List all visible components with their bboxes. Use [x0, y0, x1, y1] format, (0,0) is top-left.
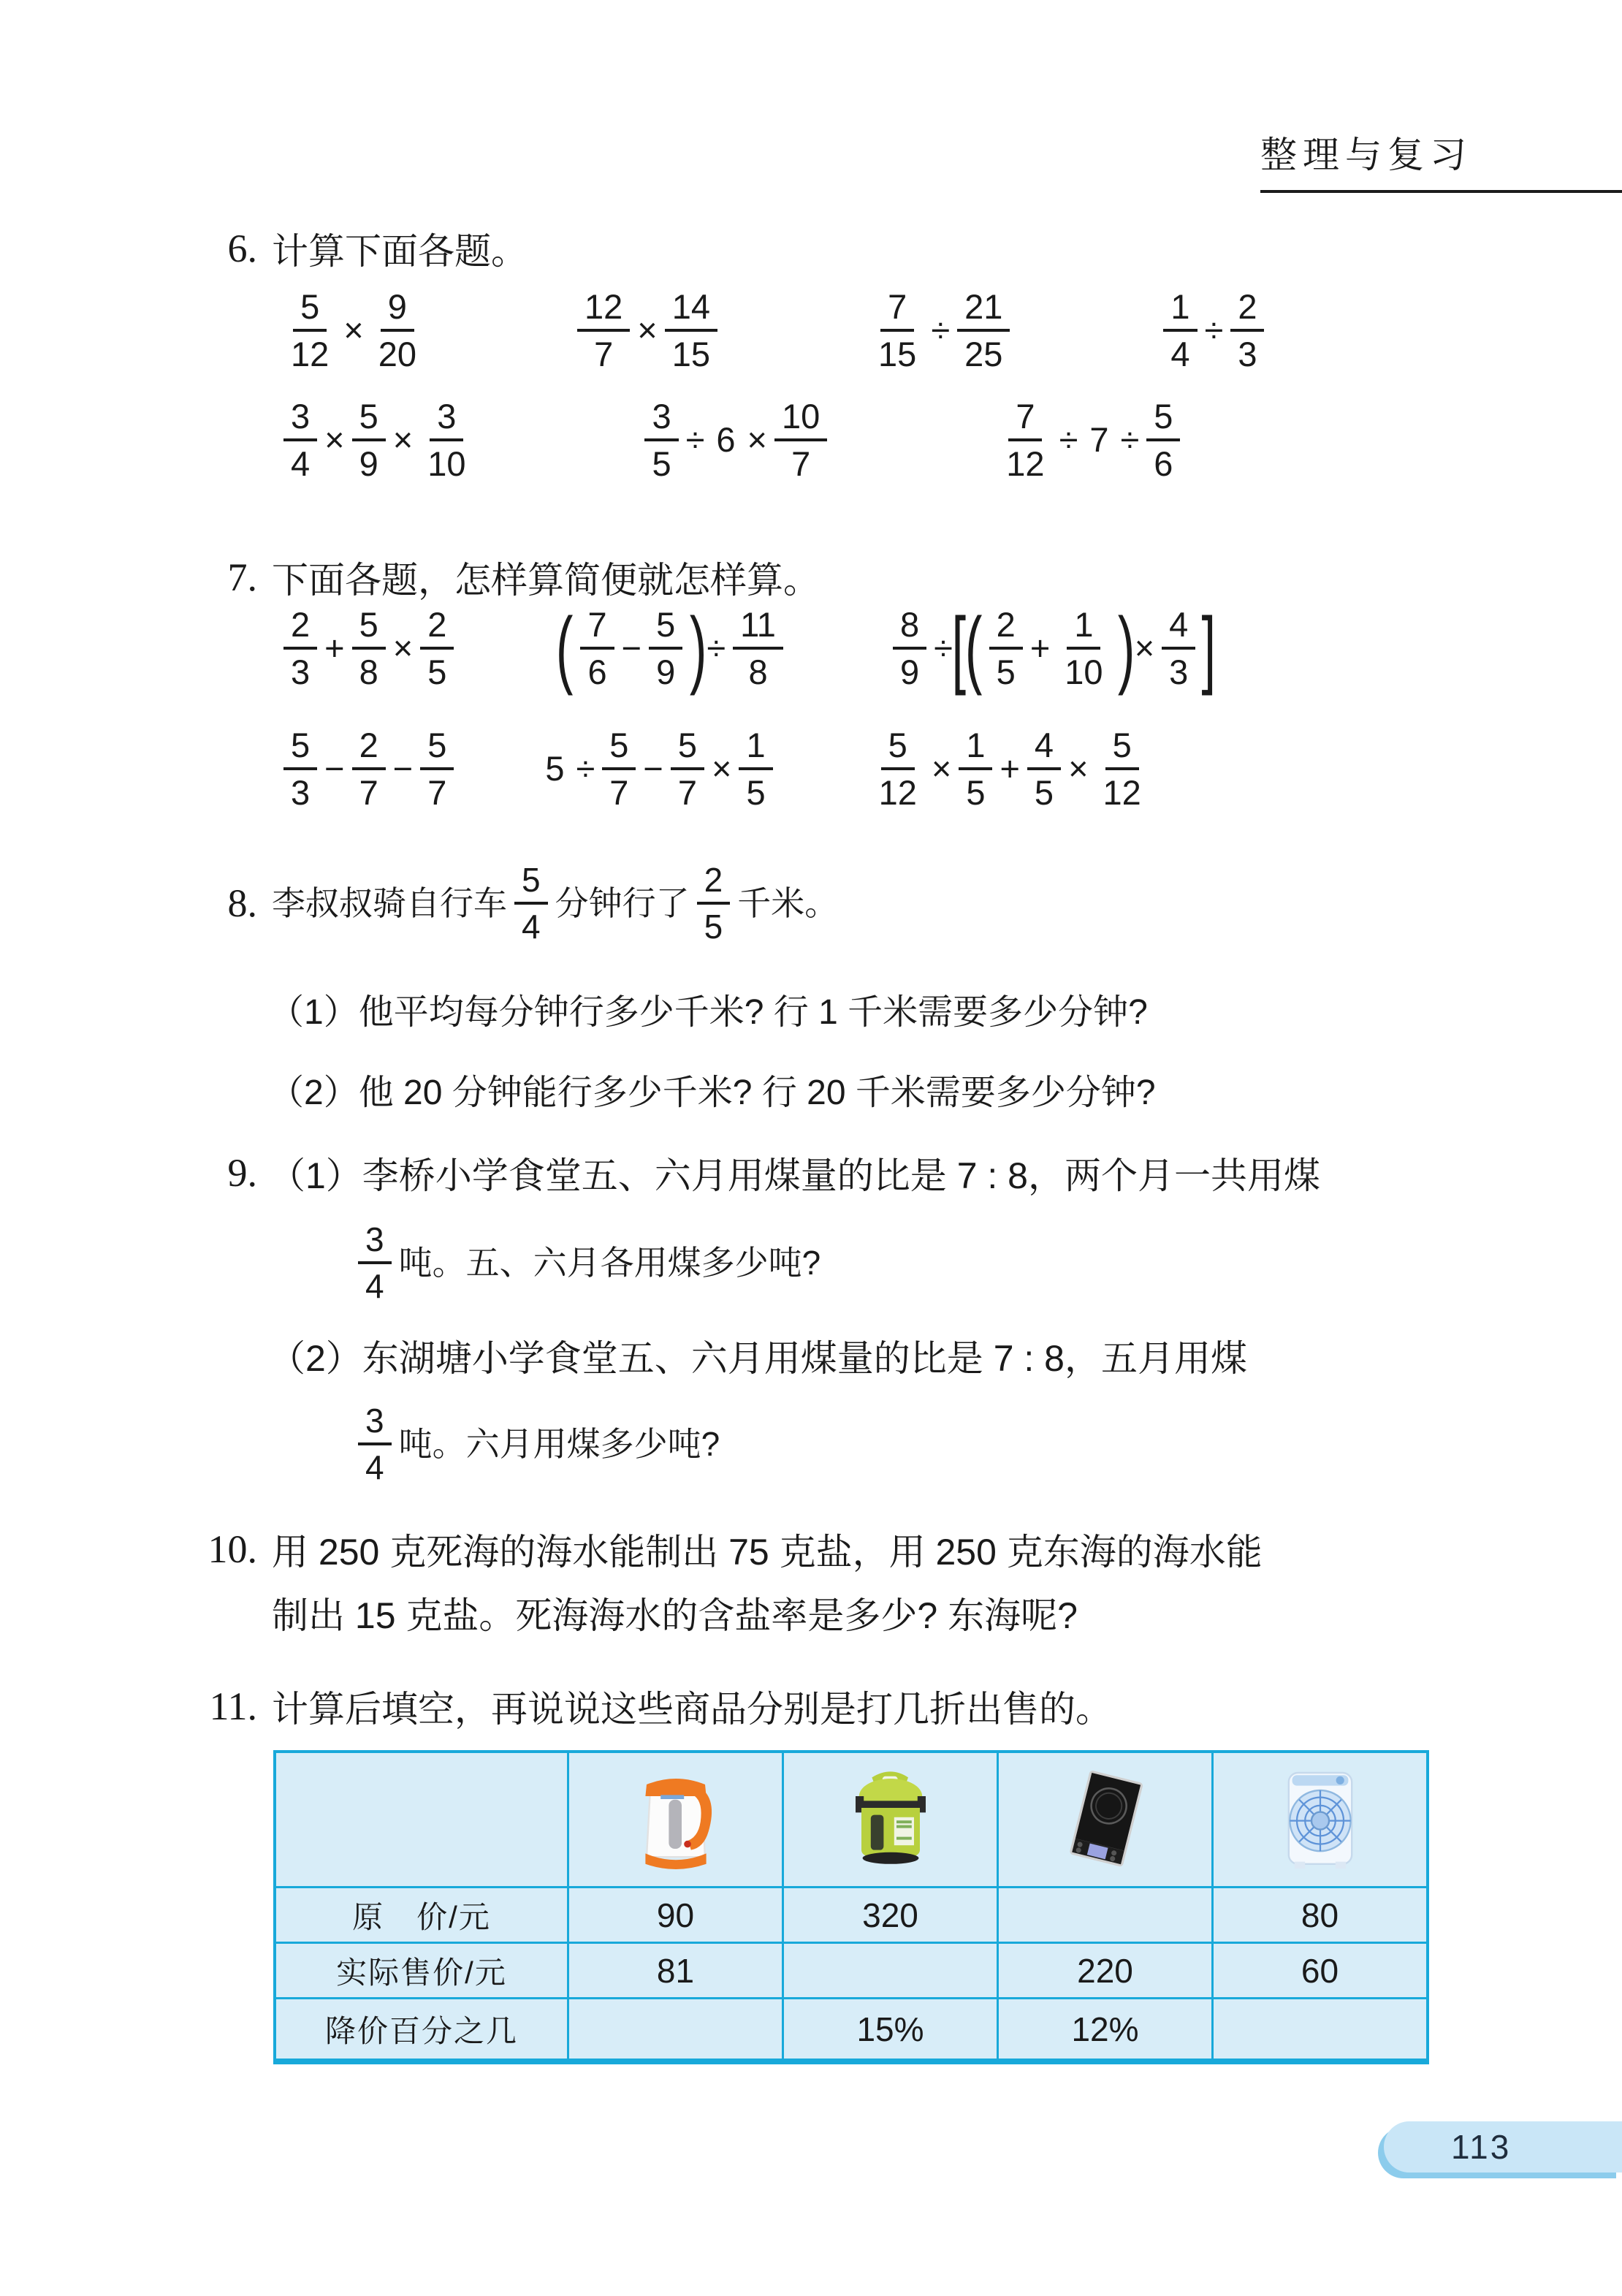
- expression-token: −: [392, 748, 414, 788]
- problem-9-subitem-2-line-2: [0, 1403, 1622, 1486]
- fraction: $\frac{2}{5}$: [697, 862, 731, 945]
- problem-6-title-line: [0, 223, 1622, 274]
- problem-11-title-line: [0, 1681, 1622, 1732]
- expression: [545, 727, 780, 811]
- problem-8-subitem-2: [0, 1063, 1622, 1114]
- fraction: $\frac{11}{8}$: [733, 607, 783, 691]
- expression-token: −: [621, 628, 642, 667]
- expression-token: 吨。六月用煤多少吨?: [398, 1424, 720, 1463]
- expression: [886, 600, 1216, 696]
- fraction: $\frac{1}{5}$: [959, 727, 992, 811]
- expression: [1156, 289, 1271, 373]
- table-corner-cell: [276, 1753, 567, 1886]
- expression: [991, 398, 1187, 482]
- expression-token: 李叔叔骑自行车: [272, 883, 507, 922]
- expression: [276, 289, 431, 373]
- fraction: $\frac{2}{5}$: [989, 607, 1023, 691]
- expression: [276, 607, 461, 691]
- problem-10-line-1: [0, 1524, 1622, 1575]
- fraction: $\frac{5}{7}$: [420, 727, 454, 811]
- problem-6-expressions-row-1: [0, 289, 1622, 373]
- expression-token: ×: [392, 628, 414, 667]
- actual-price-kettle: 81: [567, 1942, 782, 1997]
- row-label-actual-price: 实际售价/元: [276, 1942, 567, 1997]
- electric-kettle-image: [617, 1761, 734, 1878]
- fraction: $\frac{5}{6}$: [1146, 398, 1180, 482]
- expression-token: ×: [637, 310, 658, 349]
- problem-8-subitem-1: [0, 983, 1622, 1034]
- expression: [864, 727, 1156, 811]
- fraction: $\frac{3}{4}$: [358, 1222, 392, 1304]
- problem-7-expressions-row-2: [0, 727, 1622, 811]
- problem-9-subitem-2-text: （2）东湖塘小学食堂五、六月用煤量的比是 7 : 8，五月用煤: [269, 1338, 1247, 1379]
- expression-token: ÷: [707, 628, 726, 667]
- expression: [556, 600, 791, 696]
- expression-token: ÷: [576, 748, 595, 788]
- product-image-box-fan: [1211, 1753, 1426, 1886]
- fraction: $\frac{8}{9}$: [893, 607, 926, 691]
- fraction: $\frac{5}{8}$: [352, 607, 386, 691]
- problem-6-title: 计算下面各题。: [272, 231, 528, 272]
- box-fan-image: [1262, 1761, 1379, 1878]
- fraction: $\frac{7}{6}$: [580, 607, 614, 691]
- problem-9-subitem-1-line-1: [0, 1147, 1622, 1198]
- discount-percent-fan: [1211, 1997, 1426, 2059]
- fraction: $\frac{5}{4}$: [514, 862, 548, 945]
- fraction: $\frac{5}{12}$: [291, 287, 330, 374]
- page-number-bubble: [1384, 2121, 1622, 2173]
- fraction: $\frac{1}{10}$: [1065, 605, 1103, 692]
- expression: [276, 727, 461, 811]
- problem-9-subitem-2-line-1: [0, 1330, 1622, 1381]
- fraction: $\frac{2}{3}$: [1230, 289, 1264, 373]
- fraction: $\frac{5}{12}$: [1103, 726, 1141, 813]
- fraction: $\frac{7}{15}$: [878, 287, 917, 374]
- bracket: ): [690, 600, 707, 696]
- original-price-cooker: 320: [782, 1886, 997, 1942]
- discount-table: [273, 1750, 1429, 2064]
- fraction: $\frac{1}{4}$: [1163, 289, 1197, 373]
- expression-token: +: [1000, 748, 1020, 788]
- fraction: $\frac{14}{15}$: [665, 289, 717, 373]
- fraction: $\frac{5}{9}$: [352, 398, 386, 482]
- fraction: $\frac{3}{4}$: [283, 398, 317, 482]
- problem-11-title: 计算后填空，再说说这些商品分别是打几折出售的。: [272, 1689, 1112, 1730]
- expression-token: ×: [712, 748, 732, 788]
- fraction: $\frac{2}{7}$: [352, 727, 386, 811]
- row-label-discount-percent: 降价百分之几: [276, 1997, 567, 2059]
- expression-token: ×: [1068, 748, 1089, 788]
- problem-8-subitem-1-text: （1）他平均每分钟行多少千米? 行 1 千米需要多少分钟?: [269, 992, 1148, 1032]
- expression-token: ×: [324, 419, 345, 459]
- bracket: ): [1117, 600, 1135, 696]
- expression: [864, 289, 1017, 373]
- problem-9-subitem-1-text: （1）李桥小学食堂五、六月用煤量的比是 7 : 8，两个月一共用煤: [269, 1155, 1320, 1196]
- page-number: 113: [1451, 2128, 1512, 2166]
- fraction: $\frac{5}{7}$: [602, 727, 636, 811]
- header-title: 整理与复习: [1260, 134, 1472, 175]
- expression-token: 7: [1089, 419, 1109, 459]
- fraction: $\frac{4}{5}$: [1027, 727, 1061, 811]
- fraction: $\frac{1}{5}$: [739, 727, 772, 811]
- expression-token: 千米。: [737, 883, 839, 922]
- problem-7-title-line: [0, 552, 1622, 603]
- expression-token: ×: [747, 419, 767, 459]
- bracket: (: [556, 600, 574, 696]
- row-label-original-price: 原 价/元: [276, 1886, 567, 1942]
- expression-token: ÷: [1204, 310, 1224, 349]
- expression-token: −: [324, 748, 345, 788]
- expression-token: +: [324, 628, 345, 667]
- original-price-kettle: 90: [567, 1886, 782, 1942]
- problem-6-expressions-row-2: [0, 398, 1622, 482]
- expression-token: ÷: [1059, 419, 1078, 459]
- fraction: $\frac{10}{7}$: [774, 398, 827, 482]
- fraction: $\frac{3}{10}$: [427, 397, 466, 484]
- problem-8-statement-text: [272, 862, 838, 945]
- problem-7-title: 下面各题，怎样算简便就怎样算。: [272, 560, 820, 601]
- problem-10-text-1: 用 250 克死海的海水能制出 75 克盐，用 250 克东海的海水能: [272, 1532, 1263, 1573]
- fraction: $\frac{5}{9}$: [649, 607, 682, 691]
- expression-token: −: [643, 748, 663, 788]
- problem-8-number: 8.: [227, 881, 257, 926]
- discount-percent-cooker: 15%: [782, 1997, 997, 2059]
- actual-price-induction: 220: [997, 1942, 1211, 1997]
- fraction: $\frac{5}{3}$: [283, 727, 317, 811]
- problem-7-expressions-row-1: [0, 600, 1622, 696]
- problem-10-text-2: 制出 15 克盐。死海海水的含盐率是多少? 东海呢?: [272, 1595, 1078, 1636]
- fraction: $\frac{7}{12}$: [1006, 397, 1045, 484]
- rice-cooker-image: [832, 1761, 949, 1878]
- bracket: [: [951, 600, 966, 696]
- problem-8-subitem-2-text: （2）他 20 分钟能行多少千米? 行 20 千米需要多少分钟?: [269, 1073, 1156, 1112]
- expression-token: ÷: [685, 419, 705, 459]
- fraction: $\frac{12}{7}$: [577, 289, 630, 373]
- product-image-induction-cooker: [997, 1753, 1211, 1886]
- problem-7-number: 7.: [227, 555, 257, 599]
- discount-percent-kettle: [567, 1997, 782, 2059]
- problem-6-number: 6.: [227, 227, 257, 270]
- fraction: $\frac{3}{5}$: [644, 398, 678, 482]
- expression: [637, 398, 834, 482]
- bracket: ]: [1201, 600, 1216, 696]
- original-price-fan: 80: [1211, 1886, 1426, 1942]
- expression-token: ×: [1134, 628, 1155, 667]
- fraction: $\frac{4}{3}$: [1162, 607, 1195, 691]
- fraction: $\frac{2}{3}$: [283, 607, 317, 691]
- problem-10-line-2: [0, 1587, 1622, 1638]
- product-image-rice-cooker: [782, 1753, 997, 1886]
- expression-token: 5: [545, 748, 565, 788]
- expression-token: ÷: [1120, 419, 1140, 459]
- expression: [276, 398, 480, 482]
- expression-token: 6: [716, 419, 736, 459]
- fraction: $\frac{5}{7}$: [671, 727, 704, 811]
- expression-token: 分钟行了: [555, 883, 690, 922]
- discount-percent-induction: 12%: [997, 1997, 1211, 2059]
- fraction: $\frac{9}{20}$: [378, 287, 417, 374]
- problem-9-number: 9.: [227, 1151, 257, 1195]
- fraction: $\frac{3}{4}$: [358, 1403, 392, 1486]
- original-price-induction: [997, 1886, 1211, 1942]
- problem-10-number: 10.: [207, 1527, 257, 1571]
- fraction: $\frac{5}{12}$: [878, 726, 917, 813]
- expression-token: 吨。五、六月各用煤多少吨?: [398, 1243, 821, 1282]
- expression-token: ×: [392, 419, 414, 459]
- expression-token: ×: [931, 748, 952, 788]
- actual-price-cooker: [782, 1942, 997, 1997]
- fraction: $\frac{21}{25}$: [957, 289, 1010, 373]
- expression-token: +: [1029, 628, 1051, 667]
- bracket: (: [964, 600, 982, 696]
- page-header: [1260, 126, 1622, 193]
- induction-cooker-image: [1047, 1761, 1164, 1878]
- expression-token: ÷: [934, 628, 953, 667]
- expression: [570, 289, 725, 373]
- fraction: $\frac{2}{5}$: [420, 607, 454, 691]
- actual-price-fan: 60: [1211, 1942, 1426, 1997]
- problem-8-statement: [0, 862, 1622, 945]
- expression-token: ×: [343, 310, 364, 349]
- product-image-electric-kettle: [567, 1753, 782, 1886]
- problem-11-number: 11.: [209, 1684, 257, 1728]
- problem-9-subitem-1-line-2: [0, 1222, 1622, 1304]
- expression-token: ÷: [931, 310, 951, 349]
